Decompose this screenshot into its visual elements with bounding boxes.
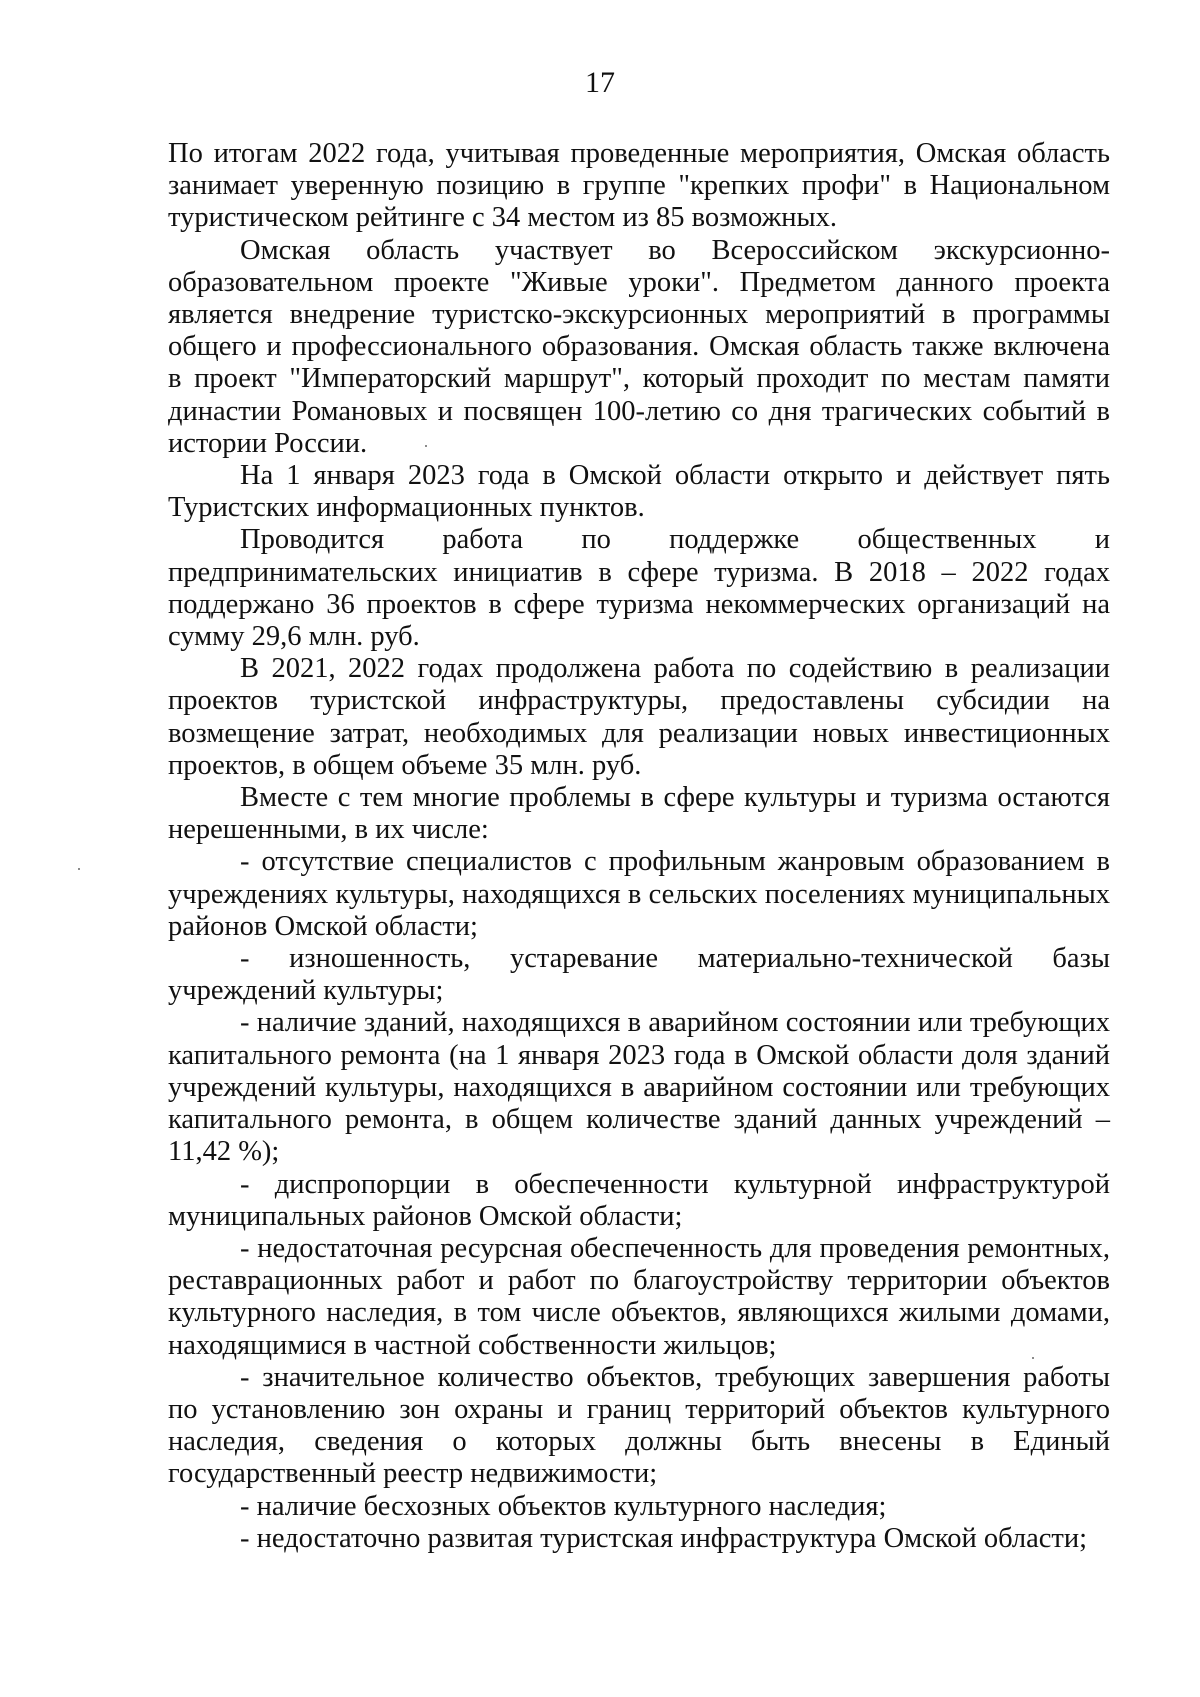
- list-item-ownerless-objects: - наличие бесхозных объектов культурного наследия;: [240, 1490, 887, 1522]
- scan-speck: [1032, 1357, 1034, 1359]
- list-item-protection-zones: - значительное количество объектов, требующих завершения работы по установлению зон охраны и границ территорий объектов культурного наследия, сведения о которых должны быть внесены в Единый государственный реестр недвижимости;: [168, 1361, 1110, 1490]
- paragraph-infrastructure-subsidies: В 2021, 2022 годах продолжена работа по содействию в реализации проектов туристской инфраструктуры, предоставлены субсидии на возмещение затрат, необходимых для реализации новых инвестиционных проектов, в общем объеме 35 млн. руб.: [168, 653, 1110, 781]
- paragraph-problems-intro: Вместе с тем многие проблемы в сфере культуры и туризма остаются нерешенными, в их числе:: [168, 782, 1110, 846]
- list-item-emergency-buildings: - наличие зданий, находящихся в аварийном состоянии или требующих капитального ремонта (на 1 января 2023 года в Омской области доля зданий учреждений культуры, находящихся в аварийном состоянии или требующих капитального ремонта, в общем количестве зданий данных учреждений – 11,42 %);: [168, 1007, 1110, 1168]
- paragraph-initiatives-support: Проводится работа по поддержке общественных и предпринимательских инициатив в сфере туризма. В 2018 – 2022 годах поддержано 36 проектов в сфере туризма некоммерческих организаций на сумму 29,6 млн. руб.: [168, 524, 1110, 653]
- page-number: 17: [585, 66, 615, 99]
- scan-speck: [425, 445, 427, 447]
- list-item-disproportions: - диспропорции в обеспеченности культурной инфраструктурой муниципальных районов Омской области;: [168, 1168, 1110, 1232]
- list-item-specialists: - отсутствие специалистов с профильным жанровым образованием в учреждениях культуры, находящихся в сельских поселениях муниципальных районов Омской области;: [168, 846, 1110, 942]
- document-body: [168, 138, 1110, 1555]
- list-item-resource-shortage: - недостаточная ресурсная обеспеченность для проведения ремонтных, реставрационных работ и работ по благоустройству территории объектов культурного наследия, в том числе объектов, являющихся жилыми домами, находящимися в частной собственности жильцов;: [168, 1232, 1110, 1361]
- scan-speck: [78, 868, 80, 870]
- list-item-wear-and-tear: - изношенность, устаревание материально-технической базы учреждений культуры;: [168, 943, 1110, 1007]
- paragraph-live-lessons-project: Омская область участвует во Всероссийском экскурсионно-образовательном проекте "Живые уроки". Предметом данного проекта является внедрение туристско-экскурсионных мероприятий в программы общего и профессионального образования. Омская область также включена в проект "Императорский маршрут", который проходит по местам памяти династии Романовых и посвящен 100-летию со дня трагических событий в истории России.: [168, 234, 1110, 459]
- paragraph-info-points: На 1 января 2023 года в Омской области открыто и действует пять Туристских информационных пунктов.: [168, 460, 1110, 524]
- paragraph-tourism-rating: По итогам 2022 года, учитывая проведенные мероприятия, Омская область занимает уверенную позицию в группе "крепких профи" в Национальном туристическом рейтинге с 34 местом из 85 возможных.: [168, 138, 1110, 234]
- list-item-tourist-infrastructure: - недостаточно развитая туристская инфраструктура Омской области;: [240, 1522, 1088, 1554]
